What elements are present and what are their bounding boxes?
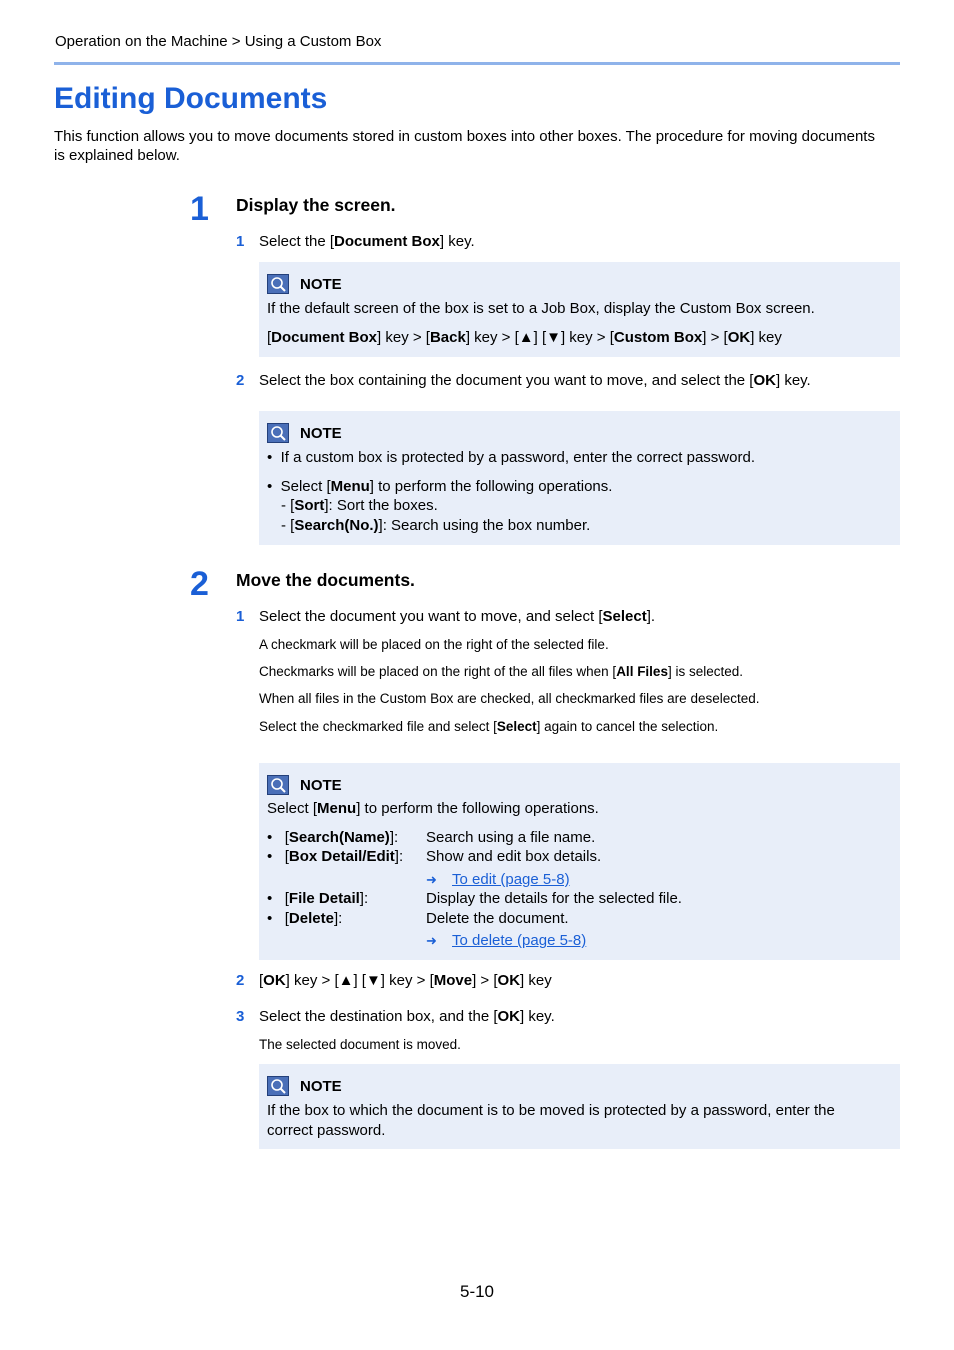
note-icon [267,423,289,443]
detail-text: When all files in the Custom Box are checked, all checkmarked files are deselected. [259,691,760,706]
page-number: 5-10 [459,1282,495,1301]
menu-item-desc: Show and edit box details. [426,848,602,865]
note-label: NOTE [300,276,342,293]
arrow-right-icon: ➜ [426,933,437,948]
menu-item-file-detail: • [File Detail]: [267,890,369,907]
note-box-2 [259,411,900,545]
step-2-number: 2 [190,565,209,603]
step-1-sub-1 [236,233,475,250]
sub-number: 2 [236,972,245,989]
text: Select the [ [259,233,335,250]
sub-number: 1 [236,233,245,250]
menu-item-desc: Display the details for the selected file. [426,890,682,907]
detail-text: The selected document is moved. [259,1037,461,1052]
note-text: correct password. [267,1122,386,1139]
sub-number: 1 [236,608,245,625]
menu-item-desc: Search using a file name. [426,829,596,846]
step-1-sub-2: 2 Select the box containing the document you want to move, and select the [OK] key. [236,372,811,389]
note-key-sequence: [Document Box] key > [Back] key > [▲] [▼] key > [Custom Box] > [OK] key [267,329,782,346]
menu-item-desc: Delete the document. [426,910,569,927]
note-label: NOTE [300,777,342,794]
note-bullet: • If a custom box is protected by a password, enter the correct password. [267,449,755,466]
note-icon [267,775,289,795]
header-rule [54,62,900,65]
menu-item-search-name: • [Search(Name)]: [267,829,399,846]
menu-item-delete: • [Delete]: [267,910,343,927]
note-label: NOTE [300,1078,342,1095]
sub-number: 3 [236,1008,245,1025]
note-box-1 [259,262,900,357]
step-1-title: Display the screen. [236,195,396,215]
detail-text: Select the checkmarked file and select [Select] again to cancel the selection. [259,719,719,734]
step-2-sub-3: 3 Select the destination box, and the [OK] key. [236,1008,555,1025]
step-2-title: Move the documents. [236,570,415,590]
note-subitem-search: - [Search(No.)]: Search using the box number. [281,517,591,534]
breadcrumb: Operation on the Machine > Using a Custom Box [55,33,382,50]
note-text: If the default screen of the box is set to a Job Box, display the Custom Box screen. [267,300,815,317]
menu-item-box-detail: • [Box Detail/Edit]: [267,848,404,865]
note-icon [267,274,289,294]
note-box-3 [259,763,900,960]
note-label: NOTE [300,425,342,442]
link-text[interactable]: To delete (page 5-8) [452,932,587,949]
note-text: If the box to which the document is to be moved is protected by a password, enter the [267,1102,835,1119]
sub-number: 2 [236,372,245,389]
step-2-sub-1: 1 Select the document you want to move, and select [Select]. [236,608,656,625]
step-1-number: 1 [190,190,209,228]
arrow-right-icon: ➜ [426,872,437,887]
step-2-sub-2: 2 [OK] key > [▲] [▼] key > [Move] > [OK] key [236,972,552,989]
link-to-edit[interactable] [426,871,570,888]
note-subitem-sort: - [Sort]: Sort the boxes. [281,497,438,514]
intro-paragraph: This function allows you to move documents stored in custom boxes into other boxes. The procedure for moving documents is explained below. [54,128,875,164]
detail-text: Checkmarks will be placed on the right of the all files when [All Files] is selected. [259,664,743,679]
detail-text: A checkmark will be placed on the right of the selected file. [259,637,609,652]
note-text: Select [Menu] to perform the following operations. [267,800,599,817]
link-to-delete[interactable] [426,932,586,949]
key-name: Document Box [334,233,440,250]
note-bullet: • Select [Menu] to perform the following operations. [267,478,613,495]
note-icon [267,1076,289,1096]
note-box-4 [259,1064,900,1149]
page-title: Editing Documents [54,82,328,115]
link-text[interactable]: To edit (page 5-8) [452,871,570,888]
text: ] key. [439,233,475,250]
